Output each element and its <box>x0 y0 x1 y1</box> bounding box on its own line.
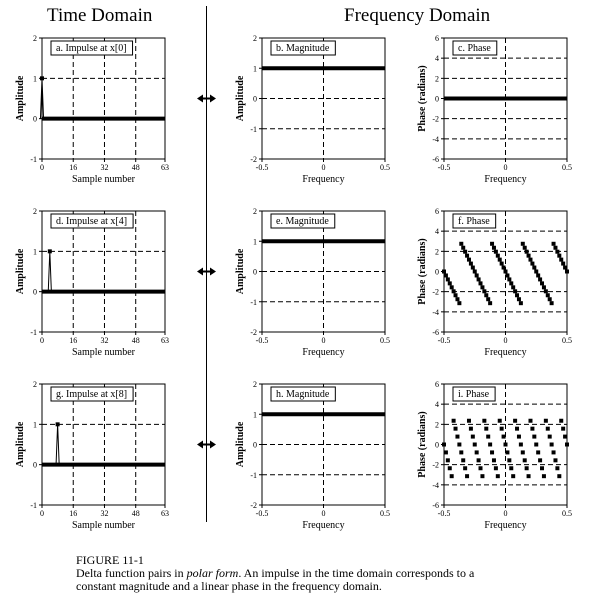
phase-point <box>550 301 554 305</box>
y-tick-label: -1 <box>250 470 257 480</box>
phase-point <box>490 242 494 246</box>
y-tick-label: -1 <box>30 328 37 337</box>
y-axis-label: Amplitude <box>15 248 26 295</box>
x-tick-label: 32 <box>100 336 109 345</box>
y-tick-label: 2 <box>253 380 257 389</box>
phase-point <box>521 450 525 454</box>
phase-point <box>540 281 544 285</box>
phase-point <box>450 285 454 289</box>
phase-point <box>530 262 534 266</box>
x-tick-label: 16 <box>69 163 78 172</box>
y-tick-label: 0 <box>33 114 37 124</box>
panel-title: d. Impulse at x[4] <box>56 216 128 227</box>
panel-g <box>15 380 169 531</box>
arrow-head-left <box>197 441 203 449</box>
phase-point <box>488 443 492 447</box>
phase-point <box>457 301 461 305</box>
x-tick-label: 0 <box>321 336 326 345</box>
caption-line-2: constant magnitude and a linear phase in the frequency domain. <box>76 579 382 593</box>
phase-point <box>498 258 502 262</box>
phase-point <box>455 435 459 439</box>
phase-point <box>528 258 532 262</box>
frequency-domain-header: Frequency Domain <box>344 5 491 26</box>
y-tick-label: -1 <box>250 297 257 307</box>
x-axis-label: Frequency <box>484 174 527 185</box>
phase-point <box>559 258 563 262</box>
y-tick-label: -2 <box>432 287 439 297</box>
y-tick-label: 0 <box>33 460 37 470</box>
phase-point <box>444 273 448 277</box>
y-tick-label: 2 <box>33 207 37 216</box>
phase-point <box>511 474 515 478</box>
phase-point <box>534 270 538 274</box>
phase-point <box>467 419 471 423</box>
plot-frame <box>42 211 165 332</box>
phase-point <box>473 443 477 447</box>
time-domain-header: Time Domain <box>47 5 153 26</box>
phase-point <box>454 427 458 431</box>
phase-point <box>559 419 563 423</box>
panel-title: f. Phase <box>458 216 490 227</box>
phase-point <box>494 466 498 470</box>
x-tick-label: 0 <box>321 509 326 518</box>
phase-point <box>546 427 550 431</box>
phase-point <box>528 419 532 423</box>
x-tick-label: 0.5 <box>562 163 572 172</box>
phase-point <box>557 474 561 478</box>
y-tick-label: 0 <box>253 267 257 277</box>
y-tick-label: 0 <box>435 94 439 104</box>
phase-point <box>486 297 490 301</box>
phase-point <box>471 435 475 439</box>
panel-c <box>417 34 572 185</box>
phase-point <box>492 458 496 462</box>
y-axis-label: Phase (radians) <box>417 65 428 132</box>
phase-point <box>534 443 538 447</box>
phase-point <box>473 270 477 274</box>
phase-point <box>519 301 523 305</box>
y-tick-label: -1 <box>250 124 257 134</box>
x-tick-label: -0.5 <box>437 509 451 518</box>
y-tick-label: 2 <box>435 247 439 257</box>
panel-title: i. Phase <box>458 389 490 400</box>
x-tick-label: 32 <box>100 509 109 518</box>
x-tick-label: 48 <box>131 509 140 518</box>
phase-point <box>475 273 479 277</box>
phase-point <box>461 458 465 462</box>
phase-point <box>465 254 469 258</box>
y-tick-label: 2 <box>253 207 257 216</box>
phase-point <box>519 443 523 447</box>
arrow-head-left <box>197 268 203 276</box>
phase-point <box>500 427 504 431</box>
phase-point <box>536 450 540 454</box>
y-tick-label: -6 <box>432 328 439 337</box>
phase-point <box>563 266 567 270</box>
phase-point <box>555 250 559 254</box>
phase-point <box>480 474 484 478</box>
y-tick-label: 1 <box>33 247 37 257</box>
x-tick-label: 63 <box>161 336 169 345</box>
y-tick-label: 1 <box>253 410 257 420</box>
phase-point <box>480 285 484 289</box>
phase-point <box>446 458 450 462</box>
x-axis-label: Frequency <box>302 520 345 531</box>
phase-point <box>513 419 517 423</box>
y-tick-label: -2 <box>250 155 257 164</box>
phase-point <box>555 466 559 470</box>
phase-point <box>448 281 452 285</box>
x-axis-label: Sample number <box>71 347 136 358</box>
y-tick-label: 2 <box>253 34 257 43</box>
phase-point <box>542 474 546 478</box>
phase-point <box>448 466 452 470</box>
phase-point <box>517 435 521 439</box>
y-tick-label: 4 <box>435 400 439 410</box>
y-tick-label: -4 <box>432 134 439 144</box>
phase-point <box>552 242 556 246</box>
phase-point <box>461 246 465 250</box>
caption-polar-form: polar form <box>186 566 239 580</box>
x-tick-label: 16 <box>69 336 78 345</box>
panel-title: g. Impulse at x[8] <box>56 389 128 400</box>
x-tick-label: 0 <box>40 336 44 345</box>
phase-point <box>523 246 527 250</box>
y-tick-label: 1 <box>253 237 257 247</box>
y-axis-label: Amplitude <box>15 421 26 468</box>
y-tick-label: -2 <box>250 328 257 337</box>
x-tick-label: 0 <box>503 163 508 172</box>
y-tick-label: -4 <box>432 480 439 490</box>
panel-title: h. Magnitude <box>276 389 330 400</box>
phase-point <box>500 262 504 266</box>
panel-b <box>235 34 390 185</box>
phase-point <box>511 285 515 289</box>
phase-point <box>515 427 519 431</box>
y-tick-label: -6 <box>432 501 439 510</box>
y-tick-label: -6 <box>432 155 439 164</box>
panel-title: e. Magnitude <box>276 216 329 227</box>
panel-title: c. Phase <box>458 43 491 54</box>
phase-point <box>488 301 492 305</box>
y-tick-label: -4 <box>432 307 439 317</box>
phase-point <box>507 277 511 281</box>
x-tick-label: 32 <box>100 163 109 172</box>
phase-point <box>504 443 508 447</box>
y-tick-label: -2 <box>432 460 439 470</box>
phase-point <box>502 435 506 439</box>
phase-point <box>463 466 467 470</box>
y-tick-label: 0 <box>435 267 439 277</box>
phase-point <box>479 466 483 470</box>
x-axis-label: Frequency <box>484 520 527 531</box>
y-tick-label: 1 <box>33 74 37 84</box>
phase-point <box>496 254 500 258</box>
phase-point <box>482 419 486 423</box>
phase-point <box>494 250 498 254</box>
impulse-line <box>48 251 51 291</box>
phase-point <box>557 254 561 258</box>
phase-point <box>563 435 567 439</box>
y-tick-label: 2 <box>33 380 37 389</box>
x-tick-label: 0.5 <box>380 163 390 172</box>
x-tick-label: 0 <box>503 509 508 518</box>
phase-point <box>479 281 483 285</box>
phase-point <box>553 458 557 462</box>
y-tick-label: -1 <box>30 501 37 510</box>
y-axis-label: Amplitude <box>235 248 246 295</box>
panel-title: b. Magnitude <box>276 43 330 54</box>
x-tick-label: 0 <box>40 163 44 172</box>
arrow-head-right <box>210 95 216 103</box>
panel-e <box>235 207 390 358</box>
x-tick-label: 63 <box>161 163 169 172</box>
phase-point <box>498 419 502 423</box>
y-tick-label: -2 <box>432 114 439 124</box>
x-tick-label: 0 <box>321 163 326 172</box>
phase-point <box>452 289 456 293</box>
phase-point <box>538 458 542 462</box>
impulse-point <box>48 249 52 253</box>
x-tick-label: 48 <box>131 163 140 172</box>
phase-point <box>548 297 552 301</box>
y-tick-label: 0 <box>253 94 257 104</box>
panel-title: a. Impulse at x[0] <box>56 43 127 54</box>
x-tick-label: 0.5 <box>562 336 572 345</box>
phase-point <box>509 281 513 285</box>
impulse-line <box>56 424 59 464</box>
phase-point <box>490 450 494 454</box>
caption-line-1-end: . An impulse in the time domain corresponds to a <box>238 566 475 580</box>
phase-point <box>455 297 459 301</box>
x-tick-label: -0.5 <box>255 163 269 172</box>
arrow-head-right <box>210 268 216 276</box>
y-tick-label: 6 <box>435 34 439 43</box>
phase-point <box>515 293 519 297</box>
panel-h <box>235 380 390 531</box>
phase-point <box>517 297 521 301</box>
phase-point <box>484 293 488 297</box>
double-arrow-icon <box>197 95 216 103</box>
y-tick-label: 4 <box>435 227 439 237</box>
phase-point <box>504 270 508 274</box>
phase-point <box>467 258 471 262</box>
double-arrow-icon <box>197 441 216 449</box>
y-tick-label: -2 <box>250 501 257 510</box>
panel-f <box>417 207 572 358</box>
phase-point <box>477 277 481 281</box>
y-tick-label: 1 <box>33 420 37 430</box>
y-tick-label: 6 <box>435 380 439 389</box>
phase-point <box>450 474 454 478</box>
x-tick-label: 0.5 <box>380 509 390 518</box>
y-tick-label: 2 <box>435 74 439 84</box>
phase-point <box>496 474 500 478</box>
phase-point <box>502 266 506 270</box>
phase-point <box>457 443 461 447</box>
y-tick-label: -1 <box>30 155 37 164</box>
x-tick-label: 0.5 <box>562 509 572 518</box>
impulse-point <box>56 422 60 426</box>
y-axis-label: Amplitude <box>235 75 246 122</box>
plot-frame <box>42 38 165 159</box>
phase-point <box>525 466 529 470</box>
arrow-head-left <box>197 95 203 103</box>
phase-point <box>505 450 509 454</box>
double-arrow-icon <box>197 268 216 276</box>
x-tick-label: -0.5 <box>437 336 451 345</box>
phase-point <box>527 474 531 478</box>
x-axis-label: Sample number <box>71 520 136 531</box>
y-axis-label: Phase (radians) <box>417 411 428 478</box>
y-tick-label: 0 <box>33 287 37 297</box>
phase-point <box>540 466 544 470</box>
plot-frame <box>42 384 165 505</box>
phase-point <box>507 458 511 462</box>
y-tick-label: 2 <box>33 34 37 43</box>
caption-figure-number: FIGURE 11-1 <box>76 553 144 567</box>
phase-point <box>469 262 473 266</box>
phase-point <box>523 458 527 462</box>
phase-point <box>546 293 550 297</box>
phase-point <box>465 474 469 478</box>
y-tick-label: 1 <box>253 64 257 74</box>
phase-point <box>525 250 529 254</box>
phase-point <box>544 419 548 423</box>
x-tick-label: 0 <box>40 509 44 518</box>
phase-point <box>446 277 450 281</box>
phase-point <box>550 443 554 447</box>
phase-point <box>532 435 536 439</box>
phase-point <box>548 435 552 439</box>
x-axis-label: Frequency <box>302 174 345 185</box>
phase-point <box>486 435 490 439</box>
phase-point <box>505 273 509 277</box>
phase-point <box>459 450 463 454</box>
phase-point <box>553 246 557 250</box>
phase-point <box>538 277 542 281</box>
phase-point <box>542 285 546 289</box>
x-tick-label: -0.5 <box>437 163 451 172</box>
x-tick-label: 63 <box>161 509 169 518</box>
caption-line-1-start: Delta function pairs in <box>76 566 187 580</box>
x-tick-label: -0.5 <box>255 336 269 345</box>
panel-i <box>417 380 572 531</box>
y-tick-label: 6 <box>435 207 439 216</box>
phase-point <box>561 262 565 266</box>
phase-point <box>509 466 513 470</box>
phase-point <box>544 289 548 293</box>
phase-point <box>444 450 448 454</box>
phase-point <box>530 427 534 431</box>
phase-point <box>521 242 525 246</box>
phase-point <box>484 427 488 431</box>
x-axis-label: Frequency <box>484 347 527 358</box>
phase-point <box>477 458 481 462</box>
x-axis-label: Frequency <box>302 347 345 358</box>
phase-point <box>532 266 536 270</box>
phase-point <box>552 450 556 454</box>
x-tick-label: -0.5 <box>255 509 269 518</box>
y-tick-label: 0 <box>435 440 439 450</box>
phase-point <box>527 254 531 258</box>
phase-point <box>492 246 496 250</box>
y-tick-label: 2 <box>435 420 439 430</box>
phase-point <box>475 450 479 454</box>
panel-a <box>15 34 169 185</box>
y-axis-label: Phase (radians) <box>417 238 428 305</box>
x-axis-label: Sample number <box>71 174 136 185</box>
phase-point <box>536 273 540 277</box>
y-axis-label: Amplitude <box>235 421 246 468</box>
x-tick-label: 48 <box>131 336 140 345</box>
x-tick-label: 16 <box>69 509 78 518</box>
panel-d <box>15 207 169 358</box>
x-tick-label: 0.5 <box>380 336 390 345</box>
phase-point <box>459 242 463 246</box>
y-tick-label: 0 <box>253 440 257 450</box>
phase-point <box>463 250 467 254</box>
y-axis-label: Amplitude <box>15 75 26 122</box>
phase-point <box>471 266 475 270</box>
phase-point <box>454 293 458 297</box>
arrow-head-right <box>210 441 216 449</box>
phase-point <box>482 289 486 293</box>
x-tick-label: 0 <box>503 336 508 345</box>
phase-point <box>513 289 517 293</box>
y-tick-label: 4 <box>435 54 439 64</box>
phase-point <box>561 427 565 431</box>
phase-point <box>452 419 456 423</box>
phase-point <box>469 427 473 431</box>
